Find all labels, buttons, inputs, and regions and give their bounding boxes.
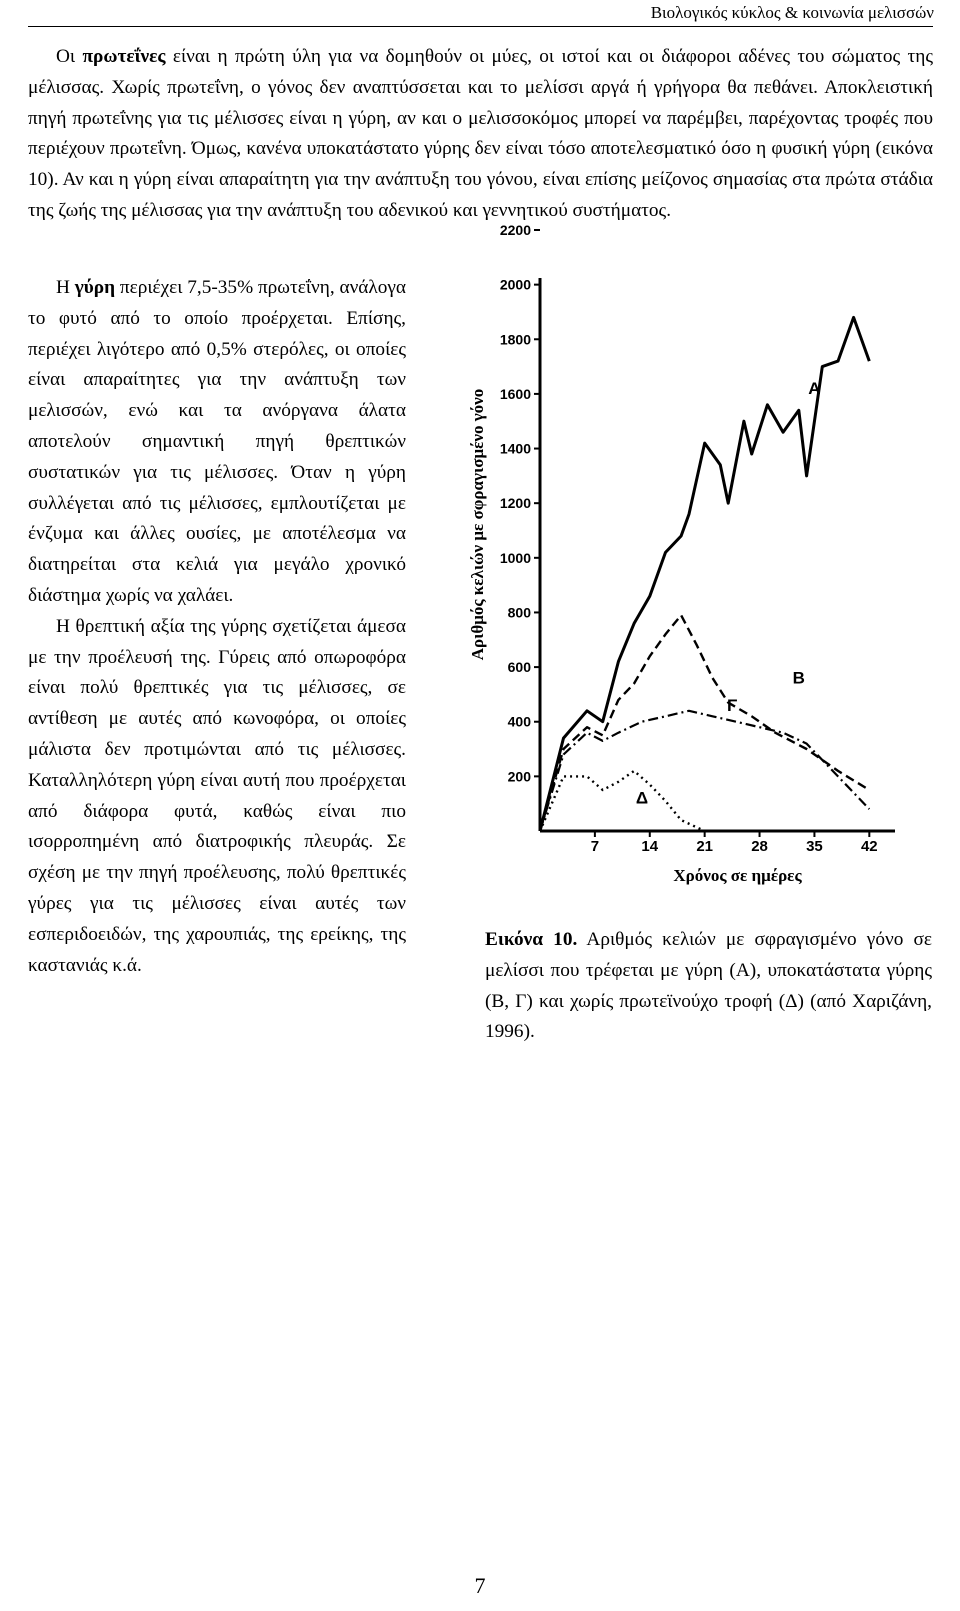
x-tick-label: 35 xyxy=(806,838,823,855)
nutrition-paragraph xyxy=(28,612,406,982)
series-label-3: Γ xyxy=(726,695,738,715)
y-tick-label: 800 xyxy=(507,604,531,621)
pollen-lead: Η xyxy=(56,277,75,298)
nutrition-text: Η θρεπτική αξία της γύρης σχετίζεται άμεσα με την προέλευσή της. Γύρεις από οπωροφόρα είναι πολύ θρεπτικές για τις μέλισσες, σε αντίθεση με αυτές από κωνοφόρα, οι οποίες μάλιστα δεν προτιμώνται από τις μέλισσες. Καταλληλότερη γύρη είναι αυτή που προέρχεται από διάφορα φυτά, καθώς είναι πιο ισορροπημένη από διατροφικής πλευράς. Σε σχέση με την πηγή προέλευσης, πολύ θρεπτικές γύρες για τις μέλισσες είναι αυτές των εσπεριδοειδών, της χαρουπιάς, της ερείκης, της καστανιάς κ.ά. xyxy=(28,615,406,976)
y-tick-label: 600 xyxy=(507,659,531,676)
y-tick-label: 200 xyxy=(507,768,531,785)
y-tick-label: 1000 xyxy=(499,549,531,566)
y-tick-label: 1800 xyxy=(499,331,531,348)
left-column xyxy=(28,273,406,981)
pollen-keyword: γύρη xyxy=(74,277,116,298)
x-axis-label: Χρόνος σε ημέρες xyxy=(673,866,802,885)
series-label-2: Β xyxy=(792,668,805,688)
page-number: 7 xyxy=(474,1573,486,1598)
x-tick-label: 28 xyxy=(751,838,768,855)
x-tick-label: 14 xyxy=(641,838,659,855)
y-tick-label: 2000 xyxy=(499,276,531,293)
y-tick-label: 2200 xyxy=(499,222,531,238)
caption-label: Εικόνα 10. xyxy=(485,929,578,950)
y-tick-label: 1600 xyxy=(499,385,531,402)
brood-chart xyxy=(455,222,925,906)
intro-keyword: πρωτεΐνες xyxy=(82,46,166,67)
y-tick-label: 1200 xyxy=(499,495,531,512)
intro-text: είναι η πρώτη ύλη για να δομηθούν οι μύες, οι ιστοί και οι διάφοροι αδένες του σώματος της μέλισσας. Χωρίς πρωτεΐνη, ο γόνος δεν αναπτύσσεται και το μελίσσι αργά ή γρήγορα θα πεθάνει. Αποκλειστική πηγή πρωτεΐνης για τις μέλισσες είναι η γύρη, αν και ο μελισσοκόμος μπορεί να παρέμβει, παρέχοντας τροφές που περιέχουν πρωτεΐνη. Όμως, κανένα υποκατάστατο γύρης δεν είναι τόσο αποτελεσματικό όσο η φυσική γύρη (εικόνα 10). Αν και η γύρη είναι απαραίτητη για την ανάπτυξη του γόνου, είναι επίσης μείζονος σημασίας στα πρώτα στάδια της ζωής της μέλισσας για την ανάπτυξη του αδενικού και γεννητικού συστήματος. xyxy=(28,46,934,221)
running-header: Βιολογικός κύκλος & κοινωνία μελισσών xyxy=(650,3,934,22)
pollen-paragraph xyxy=(28,273,406,612)
brood-chart-svg xyxy=(455,222,925,906)
header-rule xyxy=(28,26,933,27)
x-tick-label: 7 xyxy=(590,838,600,855)
series-line-2 xyxy=(540,615,869,831)
intro-lead: Οι xyxy=(56,46,83,67)
series-line-4 xyxy=(540,771,705,831)
y-axis-label: Αριθμός κελιών με σφραγισμένο γόνο xyxy=(468,388,487,661)
series-label-1: Α xyxy=(808,378,821,398)
x-tick-label: 42 xyxy=(860,838,878,855)
intro-paragraph xyxy=(28,42,933,227)
y-tick-label: 1400 xyxy=(499,440,531,457)
series-label-4: Δ xyxy=(635,788,649,808)
caption-text: Αριθμός κελιών με σφραγισμένο γόνο σε μελίσσι που τρέφεται με γύρη (Α), υποκατάστατα γύρης (Β, Γ) και χωρίς πρωτεϊνούχο τροφή (Δ) (από Χαριζάνη, 1996). xyxy=(485,929,932,1043)
x-tick-label: 21 xyxy=(696,838,714,855)
pollen-text: περιέχει 7,5-35% πρωτεΐνη, ανάλογα το φυτό από το οποίο προέρχεται. Επίσης, περιέχει λιγότερο από 0,5% στερόλες, οι οποίες είναι απαραίτητες για την ανάπτυξη των μελισσών, ενώ και τα ανόργανα άλατα αποτελούν σημαντική πηγή θρεπτικών συστατικών για τις μέλισσες. Όταν η γύρη συλλέγεται από τις μέλισσες, εμπλουτίζεται με ένζυμα και άλλες ουσίες, με αποτέλεσμα να διατηρείται στα κελιά για μεγάλο χρονικό διάστημα χωρίς να χαλάει. xyxy=(28,277,407,606)
figure-caption xyxy=(485,925,932,1048)
y-tick-label: 400 xyxy=(507,713,531,730)
